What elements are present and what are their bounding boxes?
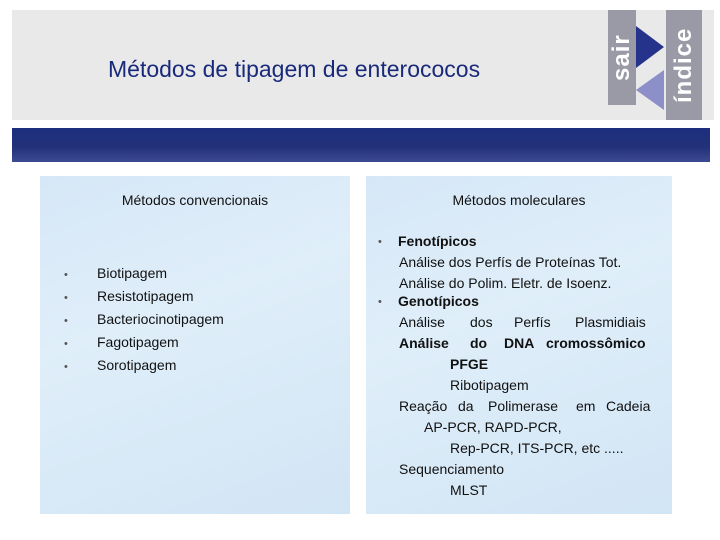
list-item: Genotípicos bbox=[398, 293, 479, 309]
list-item: • Biotipagem bbox=[64, 265, 168, 281]
list-item: da bbox=[458, 398, 474, 414]
list-item: Reação bbox=[399, 398, 448, 414]
list-item: Rep-PCR, ITS-PCR, etc ..... bbox=[450, 440, 624, 456]
list-item: Análise do Polim. Eletr. de Isoenz. bbox=[399, 275, 612, 291]
list-item: AP-PCR, RAPD-PCR, bbox=[424, 419, 562, 435]
list-item: MLST bbox=[450, 482, 488, 498]
list-item: Plasmidiais bbox=[575, 314, 646, 330]
molecular-methods-panel bbox=[366, 176, 672, 514]
list-item: PFGE bbox=[450, 356, 489, 372]
list-item: cromossômico bbox=[546, 335, 646, 351]
page-title: Métodos de tipagem de enterococos bbox=[108, 56, 481, 82]
header-band bbox=[12, 128, 710, 162]
molecular-methods-heading: Métodos moleculares bbox=[452, 192, 586, 208]
list-item: • Bacteriocinotipagem bbox=[64, 311, 224, 327]
list-item: Análise bbox=[399, 314, 445, 330]
conventional-methods-list bbox=[64, 263, 224, 378]
list-item: Sequenciamento bbox=[399, 461, 505, 477]
list-item: • Fagotipagem bbox=[64, 334, 179, 350]
list-item: Fenotípicos bbox=[398, 233, 477, 249]
list-item: do bbox=[470, 335, 488, 351]
list-item: Cadeia bbox=[606, 398, 651, 414]
list-item: • Resistotipagem bbox=[64, 288, 194, 304]
list-item: Análise dos Perfís de Proteínas Tot. bbox=[399, 254, 622, 270]
bullet-icon: • bbox=[378, 236, 382, 248]
play-left-icon[interactable] bbox=[634, 68, 666, 112]
list-item: Ribotipagem bbox=[450, 377, 529, 393]
list-item: dos bbox=[470, 314, 493, 330]
list-item: em bbox=[576, 398, 596, 414]
list-item: • Sorotipagem bbox=[64, 357, 177, 373]
play-right-icon[interactable] bbox=[634, 24, 666, 70]
bullet-icon: • bbox=[378, 296, 382, 308]
list-item: Polimerase bbox=[488, 398, 559, 414]
conventional-methods-heading: Métodos convencionais bbox=[121, 192, 269, 208]
list-item: DNA bbox=[504, 335, 535, 351]
list-item: Análise bbox=[399, 335, 449, 351]
index-button[interactable]: índice bbox=[666, 10, 702, 120]
list-item: Perfís bbox=[514, 314, 551, 330]
molecular-methods-list bbox=[366, 176, 672, 514]
exit-button[interactable]: sair bbox=[608, 10, 636, 105]
conventional-methods-panel bbox=[40, 176, 350, 514]
